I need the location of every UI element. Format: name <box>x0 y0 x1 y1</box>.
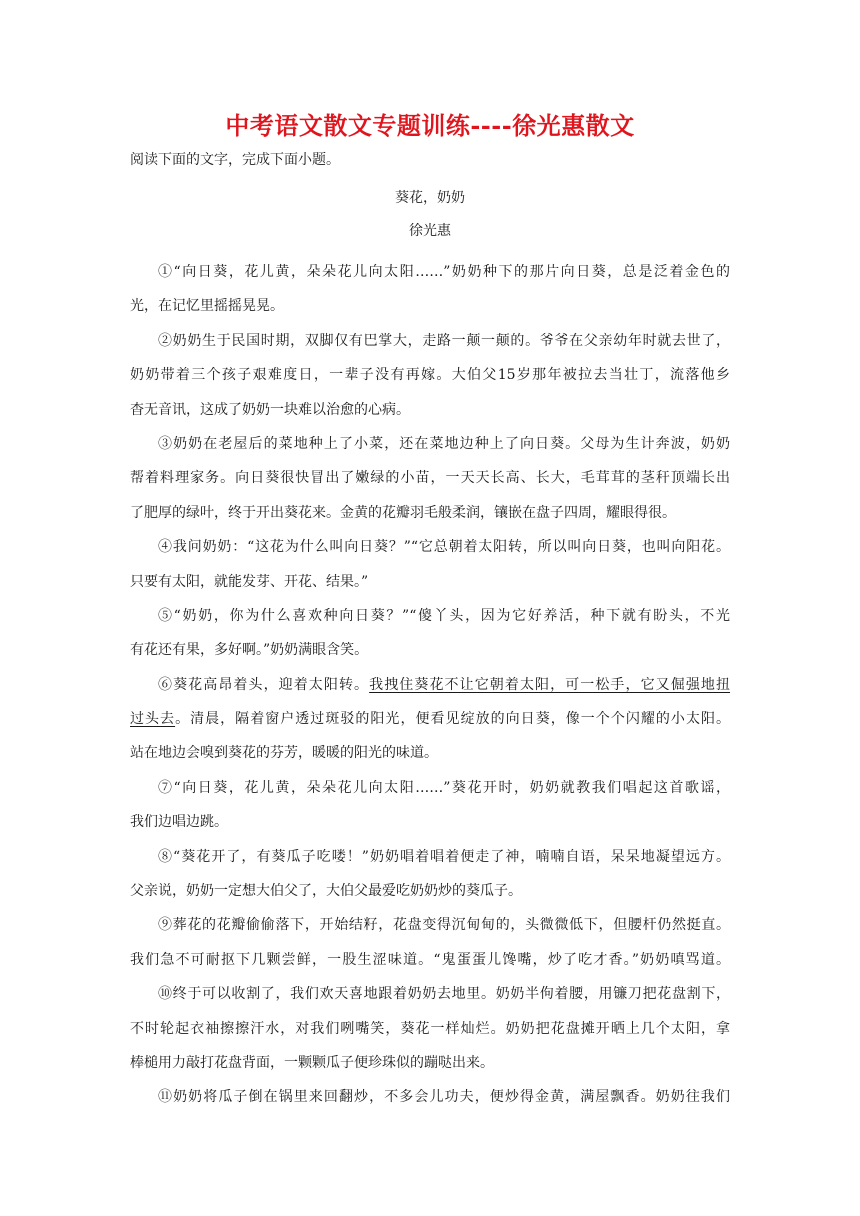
paragraph-11 <box>130 1080 730 1114</box>
paragraph-line: ②奶奶生于民国时期，双脚仅有巴掌大，走路一颠一颠的。爷爷在父亲幼年时就去世了， <box>158 332 730 349</box>
paragraph-6 <box>130 668 730 771</box>
paragraph-10 <box>130 977 730 1080</box>
paragraph-5 <box>130 599 730 668</box>
paragraph-line: ①“向日葵，花儿黄，朵朵花儿向太阳……”奶奶种下的那片向日葵，总是泛着金色的 <box>158 264 730 280</box>
instruction-text: 阅读下面的文字，完成下面小题。 <box>130 152 340 168</box>
paragraph-line: ④我问奶奶：“这花为什么叫向日葵？”“它总朝着太阳转，所以叫向日葵，也叫向阳花。 <box>158 539 730 556</box>
underlined-sentence: 我拽住葵花不让它朝着太阳，可一松手，它又倔强地扭 <box>369 676 731 693</box>
paragraph-line: ⑧“葵花开了，有葵瓜子吃喽！”奶奶唱着唱着便走了神，喃喃自语，呆呆地凝望远方。 <box>158 848 730 865</box>
paragraph-line: 我们边唱边跳。 <box>130 814 228 831</box>
paragraph-8 <box>130 840 730 909</box>
paragraph-1 <box>130 255 730 324</box>
paragraph-line: 父亲说，奶奶一定想大伯父了，大伯父最爱吃奶奶炒的葵瓜子。 <box>130 883 522 900</box>
paragraph-line <box>130 668 730 702</box>
paragraph-3 <box>130 427 730 530</box>
paragraph-line: ⑦“向日葵，花儿黄，朵朵花儿向太阳……”葵花开时，奶奶就教我们唱起这首歌谣， <box>158 779 730 796</box>
paragraph-line: 有花还有果，多好啊。”奶奶满眼含笑。 <box>130 642 369 659</box>
paragraph-line: 站在地边会嗅到葵花的芬芳，暖暖的阳光的味道。 <box>130 745 438 762</box>
paragraph-line: 帮着料理家务。向日葵很快冒出了嫩绿的小苗，一天天长高、长大，毛茸茸的茎秆顶端长出 <box>130 470 730 487</box>
essay-title: 葵花，奶奶 <box>395 190 465 206</box>
paragraph-text: ⑥葵花高昂着头，迎着太阳转。 <box>158 676 370 693</box>
paragraph-line: 奶奶带着三个孩子艰难度日，一辈子没有再嫁。大伯父15岁那年被拉去当壮丁，流落他乡 <box>130 367 730 384</box>
paragraph-line: 杳无音讯，这成了奶奶一块难以治愈的心病。 <box>130 401 410 418</box>
paragraph-line: 我们急不可耐抠下几颗尝鲜，一股生涩味道。“鬼蛋蛋儿馋嘴，炒了吃才香。”奶奶嗔骂道。 <box>130 951 730 968</box>
paragraph-line <box>130 702 730 736</box>
paragraph-9 <box>130 908 730 977</box>
paragraph-line: ⑩终于可以收割了，我们欢天喜地跟着奶奶去地里。奶奶半佝着腰，用镰刀把花盘割下， <box>158 986 730 1003</box>
paragraph-line: ③奶奶在老屋后的菜地种上了小菜，还在菜地边种上了向日葵。父母为生计奔波，奶奶 <box>158 435 730 452</box>
paragraph-line: 棒槌用力敲打花盘背面，一颗颗瓜子便珍珠似的蹦哒出来。 <box>130 1054 494 1071</box>
paragraph-line: ⑨葬花的花瓣偷偷落下，开始结籽，花盘变得沉甸甸的，头微微低下，但腰杆仍然挺直。 <box>158 917 730 934</box>
document-title: 中考语文散文专题训练----徐光惠散文 <box>225 111 635 140</box>
paragraph-line: ⑪奶奶将瓜子倒在锅里来回翻炒，不多会儿功夫，便炒得金黄，满屋飘香。奶奶往我们 <box>158 1089 730 1106</box>
document-page <box>130 108 730 1115</box>
underlined-sentence-end: 过头去 <box>130 711 176 728</box>
paragraph-2 <box>130 324 730 427</box>
paragraph-4 <box>130 530 730 599</box>
paragraph-line: 不时轮起衣袖擦擦汗水，对我们咧嘴笑，葵花一样灿烂。奶奶把花盘摊开晒上几个太阳，拿 <box>130 1020 730 1037</box>
paragraph-text: 。清晨，隔着窗户透过斑驳的阳光，便看见绽放的向日葵，像一个个闪耀的小太阳。 <box>175 711 730 728</box>
paragraph-line: ⑤“奶奶，你为什么喜欢种向日葵？”“傻丫头，因为它好养活，种下就有盼头，不光 <box>158 607 730 624</box>
paragraph-line: 只要有太阳，就能发芽、开花、结果。” <box>130 573 369 590</box>
paragraph-line: 了肥厚的绿叶，终于开出葵花来。金黄的花瓣羽毛般柔润，镶嵌在盘子四周，耀眼得很。 <box>130 504 676 521</box>
essay-author: 徐光惠 <box>409 223 451 239</box>
essay-body <box>130 255 730 1115</box>
paragraph-7 <box>130 771 730 840</box>
paragraph-line: 光，在记忆里摇摇晃晃。 <box>130 298 284 315</box>
